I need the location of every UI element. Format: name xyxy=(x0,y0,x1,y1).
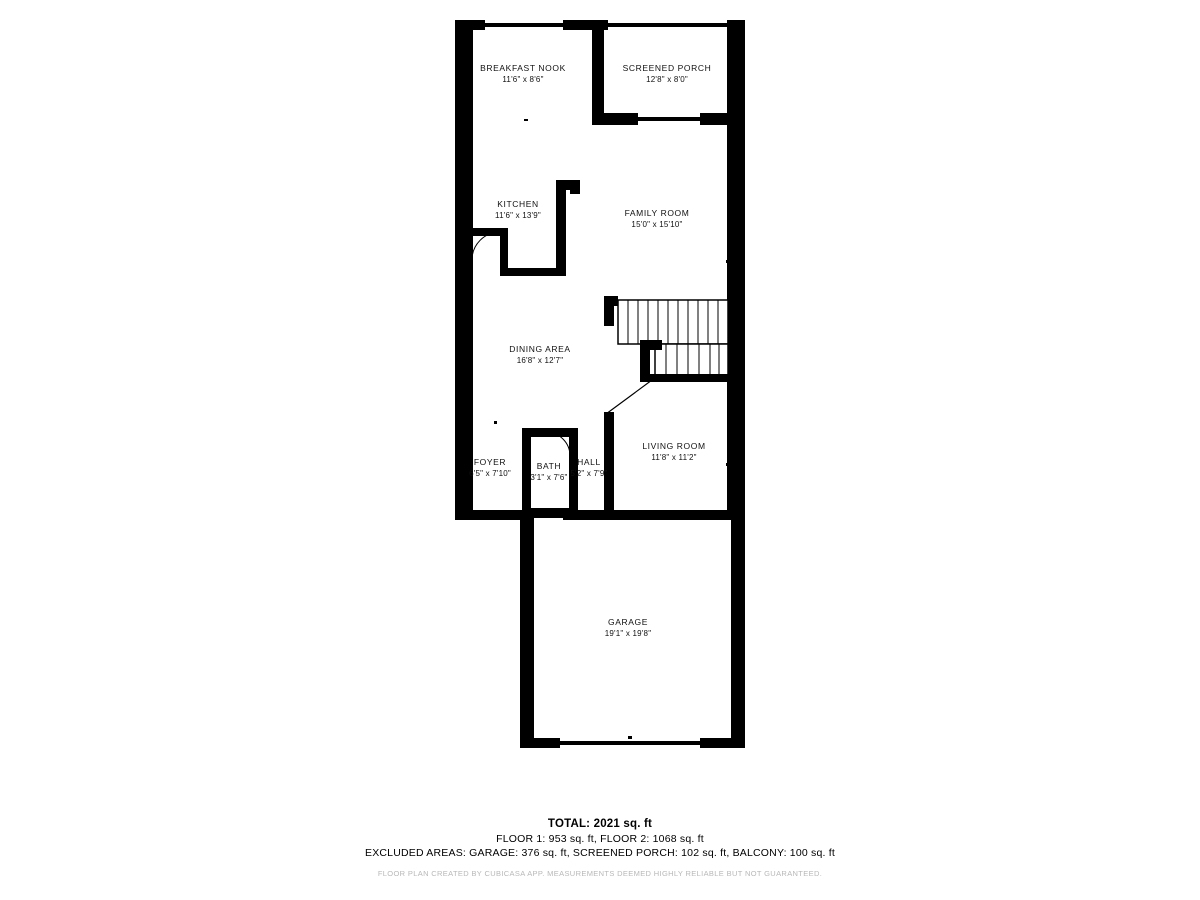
room-dimensions: 19'1" x 19'8" xyxy=(604,628,652,638)
room-dimensions: 5'2" x 7'9" xyxy=(570,468,608,478)
room-name: GARAGE xyxy=(608,617,648,628)
floor-areas-label: FLOOR 1: 953 sq. ft, FLOOR 2: 1068 sq. ft xyxy=(496,833,704,845)
bath-hall-walls xyxy=(522,428,578,518)
room-name: FAMILY ROOM xyxy=(624,208,690,219)
room-dimensions: 16'8" x 12'7" xyxy=(516,355,564,365)
excluded-areas-label: EXCLUDED AREAS: GARAGE: 376 sq. ft, SCREENED PORCH: 102 sq. ft, BALCONY: 100 sq. ft xyxy=(364,847,836,859)
room-name: SCREENED PORCH xyxy=(622,63,712,74)
room-name: LIVING ROOM xyxy=(642,441,706,452)
room-dimensions: 15'0" x 15'10" xyxy=(631,219,683,229)
garage-walls xyxy=(520,518,745,748)
wall-ticks xyxy=(455,119,729,739)
screened-porch-walls xyxy=(592,20,745,125)
room-dimensions: 12'8" x 8'0" xyxy=(646,74,688,84)
room-name: KITCHEN xyxy=(497,199,539,210)
living-room-walls xyxy=(604,296,614,518)
kitchen-walls xyxy=(458,180,580,276)
room-name: DINING AREA xyxy=(509,344,571,355)
room-name: HALL xyxy=(577,457,601,468)
room-name: BATH xyxy=(536,461,562,472)
total-area-label: TOTAL: 2021 sq. ft xyxy=(547,818,653,830)
room-dimensions: 3'1" x 7'6" xyxy=(530,472,568,482)
room-dimensions: 11'8" x 11'2" xyxy=(651,452,697,462)
staircase xyxy=(604,296,728,382)
room-name: FOYER xyxy=(473,457,507,468)
room-dimensions: 11'6" x 8'6" xyxy=(502,74,544,84)
room-name: BREAKFAST NOOK xyxy=(480,63,566,74)
room-dimensions: 6'5" x 7'10" xyxy=(469,468,511,478)
creator-credit-label: FLOOR PLAN CREATED BY CUBICASA APP. MEASUREMENTS DEEMED HIGHLY RELIABLE BUT NOT GUARANTEED. xyxy=(377,869,823,878)
room-dimensions: 11'6" x 13'9" xyxy=(495,210,541,220)
